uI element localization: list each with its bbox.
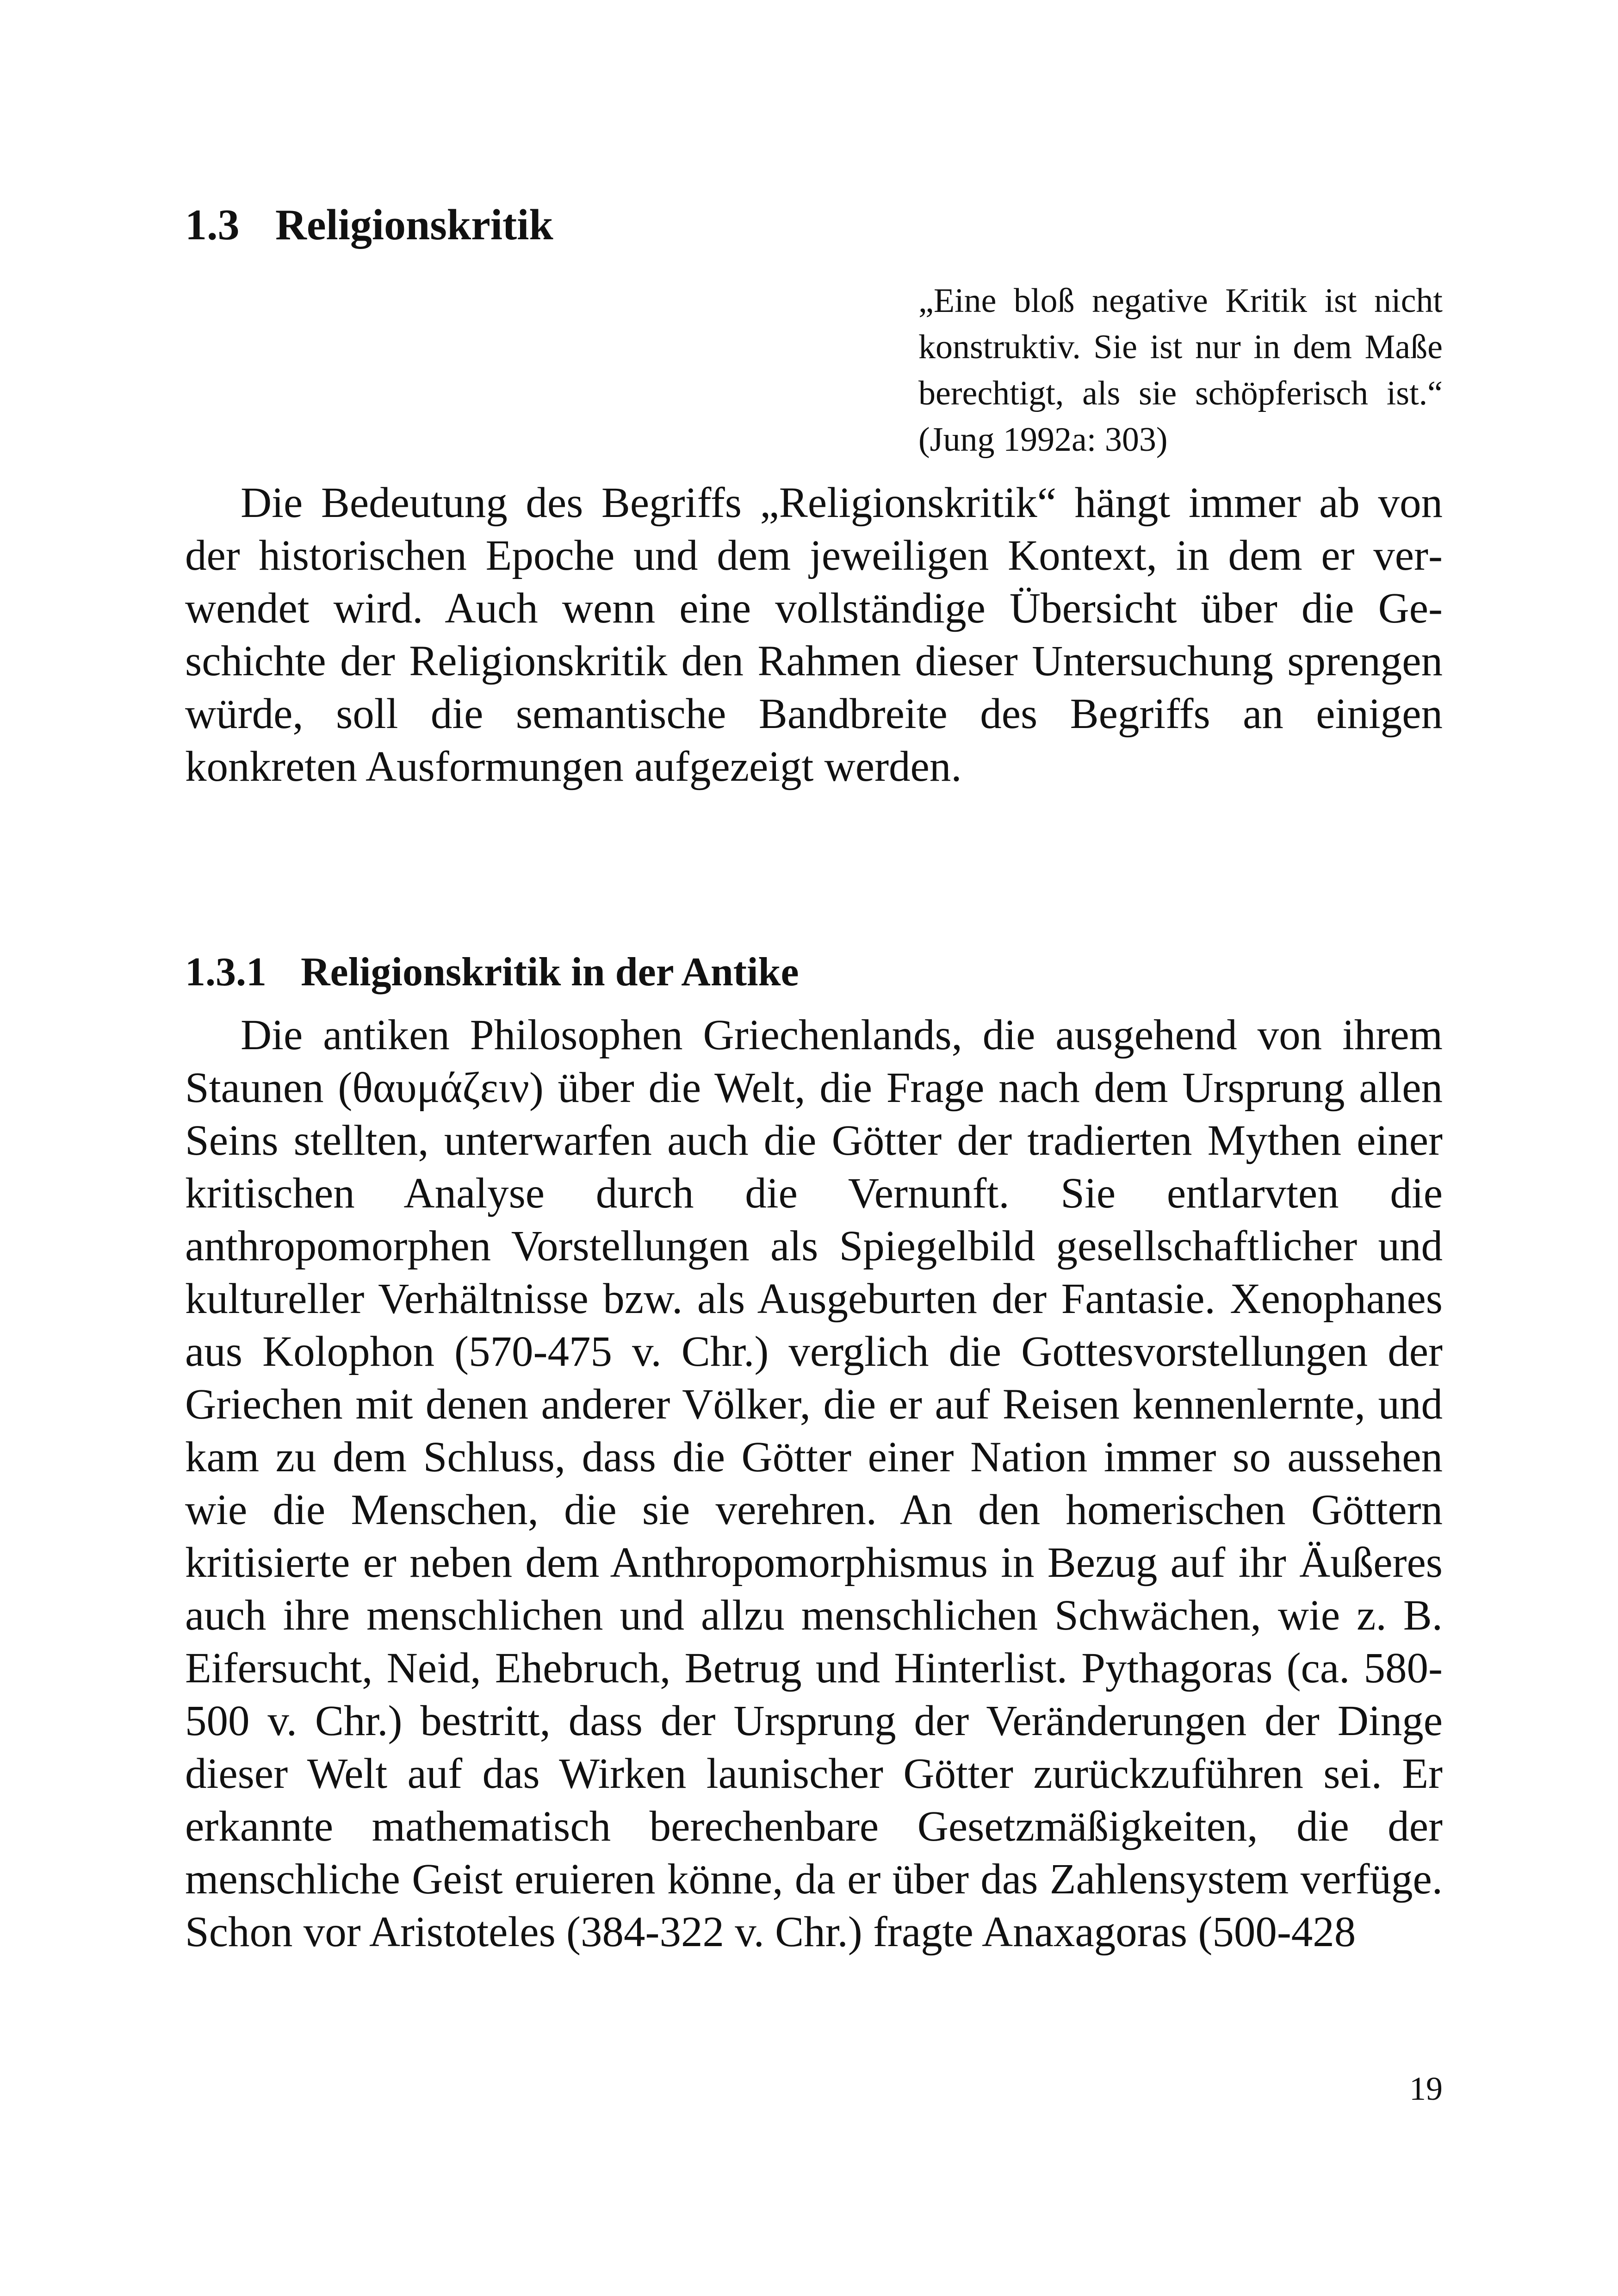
section-number: 1.3 [185, 201, 240, 249]
antike-paragraph: Die antiken Philosophen Griechenlands, die ausgehend von ihrem Staunen (θαυμάζειν) über die Welt, die Frage nach dem Ursprung allen Seins stellten, unterwarfen auch die Götter der tradierten Mythen einer kritischen Analyse durch die Vernunft. Sie entlarvten die anthropomorphen Vorstellungen als Spiegelbild gesellschaftlicher und kultureller Verhältnisse bzw. als Ausgeburten der Fantasie. Xenophanes aus Kolophon (570-475 v. Chr.) verglich die Gottesvorstellungen der Griechen mit denen anderer Völker, die er auf Reisen kennenlernte, und kam zu dem Schluss, dass die Götter einer Nation immer so aussehen wie die Menschen, die sie verehren. An den homerischen Göttern kritisierte er neben dem Anthropomorphismus in Bezug auf ihr Äußeres auch ihre menschlichen und allzu menschlichen Schwächen, wie z. B. Eifersucht, Neid, Ehebruch, Betrug und Hinterlist. Pythagoras (ca. 580-500 v. Chr.) bestritt, dass der Ursprung der Veränderungen der Dinge dieser Welt auf das Wirken launischer Götter zurückzuführen sei. Er erkannte mathematisch berechenbare Gesetzmäßigkeiten, die der menschliche Geist eruieren könne, da er über das Zahlensystem verfüge. Schon vor Aristoteles (384-322 v. Chr.) fragte Anaxagoras (500-428 [185, 1011, 1443, 1956]
section-heading [185, 199, 553, 251]
subsection-heading [185, 948, 799, 997]
section-title: Religionskritik [275, 201, 553, 249]
subsection-title: Religionskritik in der Antike [301, 950, 799, 995]
epigraph-quote: „Eine bloß negative Kritik ist nicht konstruktiv. Sie ist nur in dem Maße berechtigt, als sie schöpferisch ist.“ (Jung 1992a: 303) [918, 282, 1443, 459]
subsection-number: 1.3.1 [185, 950, 267, 995]
page-number: 19 [1409, 2070, 1443, 2107]
intro-paragraph: Die Bedeutung des Begriffs „Religionskritik“ hängt immer ab von der historischen Epoche und dem jeweiligen Kontext, in dem er verwendet wird. Auch wenn eine vollständige Übersicht über die Geschichte der Religionskritik den Rahmen dieser Untersuchung sprengen würde, soll die semantische Bandbreite des Begriffs an einigen konkreten Ausformungen aufgezeigt werden. [185, 479, 1443, 790]
